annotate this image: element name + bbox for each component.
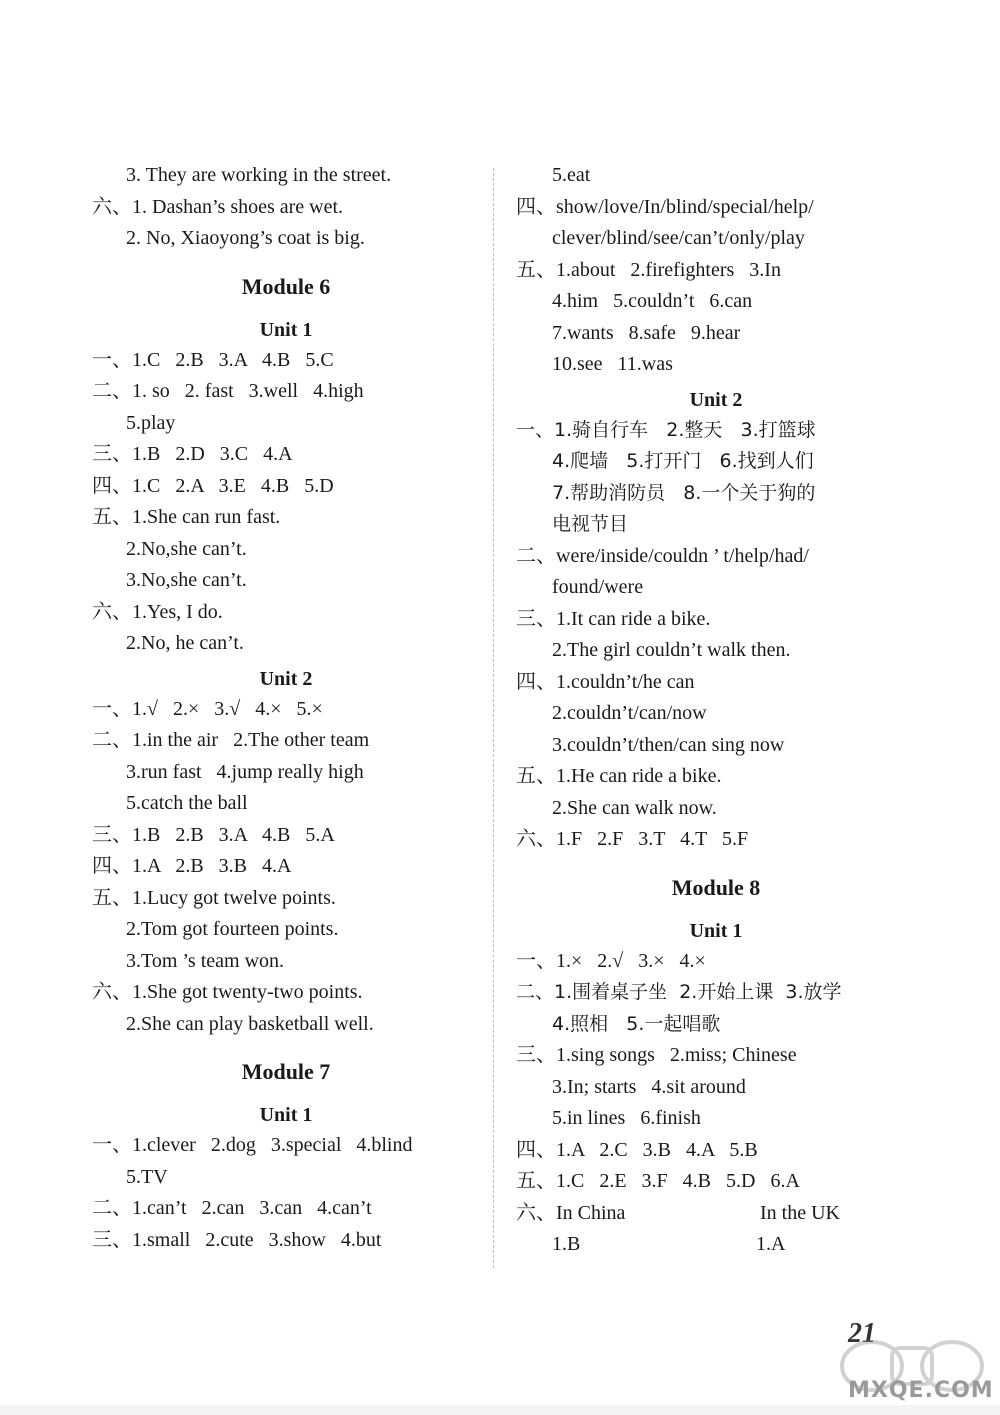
answer-line: 五、1.about 2.firefighters 3.In xyxy=(516,258,781,281)
answer-line: 2.couldn’t/can/now xyxy=(552,702,707,724)
answer-line: 五、1.Lucy got twelve points. xyxy=(92,886,336,909)
answer-line: 5.in lines 6.finish xyxy=(552,1107,701,1129)
answer-line: 5.eat xyxy=(552,164,591,186)
answer-line: 一、1.√ 2.× 3.√ 4.× 5.× xyxy=(92,697,323,720)
answer-line: 二、1. so 2. fast 3.well 4.high xyxy=(92,380,364,402)
unit-heading: Unit 1 xyxy=(259,318,313,341)
answer-line: 二、1.in the air 2.The other team xyxy=(92,729,370,751)
answer-line: 4.爬墙 5.打开门 6.找到人们 xyxy=(552,450,814,472)
answer-line: 一、1.clever 2.dog 3.special 4.blind xyxy=(92,1134,413,1156)
answer-line: 四、1.A 2.C 3.B 4.A 5.B xyxy=(516,1138,758,1161)
answer-line: 电视节目 xyxy=(552,513,629,535)
answer-line: 一、1.× 2.√ 3.× 4.× xyxy=(516,949,706,972)
table-header-uk: In the UK xyxy=(760,1201,840,1224)
answer-line: 3.run fast 4.jump really high xyxy=(126,760,364,783)
module-heading: Module 6 xyxy=(241,273,331,299)
answer-line: 四、1.couldn’t/he can xyxy=(516,670,695,693)
answer-line: 4.him 5.couldn’t 6.can xyxy=(552,290,753,312)
answer-line: 五、1.She can run fast. xyxy=(92,506,281,528)
left-column xyxy=(92,160,480,1256)
answer-line: 3.couldn’t/then/can sing now xyxy=(552,733,785,756)
answer-line: 2.The girl couldn’t walk then. xyxy=(552,639,791,661)
answer-line: 六、1.F 2.F 3.T 4.T 5.F xyxy=(516,828,749,850)
answer-table-row xyxy=(516,1229,916,1261)
answer-line: 2.She can play basketball well. xyxy=(126,1012,374,1035)
answer-line: found/were xyxy=(552,576,644,598)
answer-line: 三、1.It can ride a bike. xyxy=(516,607,711,630)
table-cell-uk: 1.A xyxy=(756,1233,786,1255)
unit-heading: Unit 2 xyxy=(259,667,313,690)
answer-line: 5.catch the ball xyxy=(126,792,248,814)
answer-line: 六、1.Yes, I do. xyxy=(92,600,223,623)
watermark-text: MXQE.COM xyxy=(848,1378,994,1403)
unit-heading: Unit 1 xyxy=(689,919,743,942)
answer-line: 三、1.B 2.B 3.A 4.B 5.A xyxy=(92,823,335,846)
answer-line: 四、show/love/In/blind/special/help/ xyxy=(516,195,814,218)
answer-line: clever/blind/see/can’t/only/play xyxy=(552,227,805,249)
answer-line: 三、1.small 2.cute 3.show 4.but xyxy=(92,1228,382,1251)
module-heading: Module 8 xyxy=(671,874,761,900)
answer-line: 7.帮助消防员 8.一个关于狗的 xyxy=(552,481,816,504)
answer-line: 一、1.C 2.B 3.A 4.B 5.C xyxy=(92,348,334,371)
answer-line: 10.see 11.was xyxy=(552,353,673,375)
answer-line: 二、1.can’t 2.can 3.can 4.can’t xyxy=(92,1197,372,1219)
answer-line: 2.No, he can’t. xyxy=(126,632,244,654)
page-footer-strip xyxy=(0,1405,1000,1415)
answer-line: 2.No,she can’t. xyxy=(126,537,247,560)
answer-line: 5.TV xyxy=(126,1165,168,1188)
answer-line: 3.No,she can’t. xyxy=(126,569,247,591)
answer-line: 二、1.围着桌子坐 2.开始上课 3.放学 xyxy=(516,981,842,1003)
answer-line: 六、1.She got twenty-two points. xyxy=(92,981,363,1003)
answer-line: 2.She can walk now. xyxy=(552,796,717,819)
right-column xyxy=(516,160,916,1261)
answer-line: 六、1. Dashan’s shoes are wet. xyxy=(92,195,344,218)
answer-table-row xyxy=(516,1198,916,1230)
answer-line: 5.play xyxy=(126,411,176,434)
answer-line: 四、1.C 2.A 3.E 4.B 5.D xyxy=(92,474,334,497)
answer-line: 3.In; starts 4.sit around xyxy=(552,1075,746,1098)
answer-line: 二、were/inside/couldn ’ t/help/had/ xyxy=(516,544,809,567)
answer-line: 3.Tom ’s team won. xyxy=(126,949,285,972)
answer-line: 3. They are working in the street. xyxy=(126,164,392,186)
answer-line: 五、1.C 2.E 3.F 4.B 5.D 6.A xyxy=(516,1170,800,1192)
column-divider xyxy=(493,168,494,1268)
answer-line: 4.照相 5.一起唱歌 xyxy=(552,1012,721,1035)
answer-line: 一、1.骑自行车 2.整天 3.打篮球 xyxy=(516,418,816,441)
answer-line: 五、1.He can ride a bike. xyxy=(516,765,722,787)
answer-line: 四、1.A 2.B 3.B 4.A xyxy=(92,855,292,877)
answer-line: 2. No, Xiaoyong’s coat is big. xyxy=(126,227,365,249)
table-header-china: In China xyxy=(556,1201,626,1224)
answer-line: 2.Tom got fourteen points. xyxy=(126,918,339,940)
answer-line: 7.wants 8.safe 9.hear xyxy=(552,321,741,344)
module-heading: Module 7 xyxy=(241,1059,331,1084)
table-cell-china: 1.B xyxy=(552,1233,581,1255)
unit-heading: Unit 2 xyxy=(689,388,743,411)
answer-line: 三、1.sing songs 2.miss; Chinese xyxy=(516,1044,797,1066)
section-label: 六、 xyxy=(516,1201,556,1224)
page-number: 21 xyxy=(848,1318,876,1349)
unit-heading: Unit 1 xyxy=(259,1104,313,1126)
answer-line: 三、1.B 2.D 3.C 4.A xyxy=(92,443,293,465)
